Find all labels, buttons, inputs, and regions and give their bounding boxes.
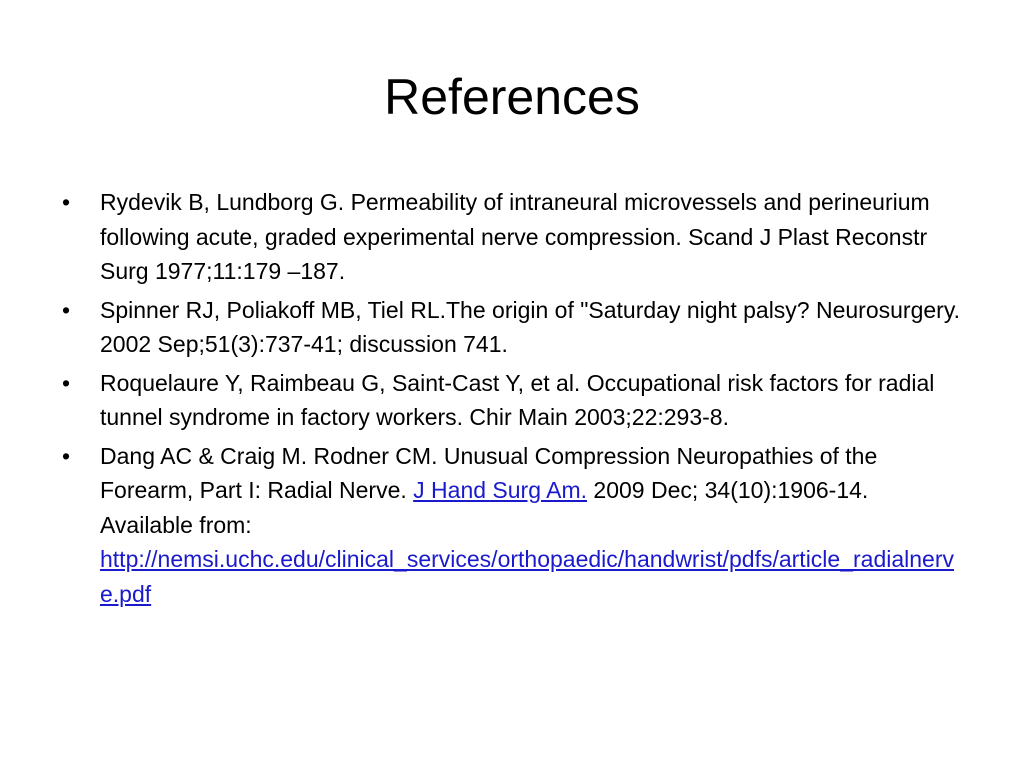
bullet-icon: •: [61, 369, 71, 396]
reference-text: Spinner RJ, Poliakoff MB, Tiel RL.The origin of "Saturday night palsy? Neurosurgery. 2002 Sep;51(3):737-41; discussion 741.: [100, 296, 961, 357]
reference-item-3: [56, 366, 966, 435]
reference-text: Rydevik B, Lundborg G. Permeability of intraneural microvessels and perineurium following acute, graded experimental nerve compression. Scand J Plast Reconstr Surg 1977;11:179 –187.: [100, 189, 930, 284]
reference-item-4: [56, 439, 966, 612]
slide-title: References: [384, 69, 640, 125]
article-url-link[interactable]: http://nemsi.uchc.edu/clinical_services/orthopaedic/handwrist/pdfs/article_radialnerve.pdf: [100, 546, 954, 607]
bullet-icon: •: [61, 442, 71, 469]
bullet-icon: •: [61, 189, 71, 215]
reference-list: [56, 185, 966, 615]
bullet-icon: •: [61, 296, 71, 323]
reference-text: 2009 Dec; 34(10):1906-14. Available from:: [100, 477, 869, 538]
reference-text: Dang AC & Craig M. Rodner CM. Unusual Compression Neuropathies of the Forearm, Part I: Radial Nerve.: [100, 442, 878, 503]
reference-item-2: [56, 293, 966, 362]
reference-text: Roquelaure Y, Raimbeau G, Saint-Cast Y, et al. Occupational risk factors for radial tunnel syndrome in factory workers. Chir Main 2003;22:293-8.: [100, 369, 935, 430]
reference-item-1: [56, 185, 966, 289]
journal-link[interactable]: J Hand Surg Am.: [413, 477, 588, 503]
